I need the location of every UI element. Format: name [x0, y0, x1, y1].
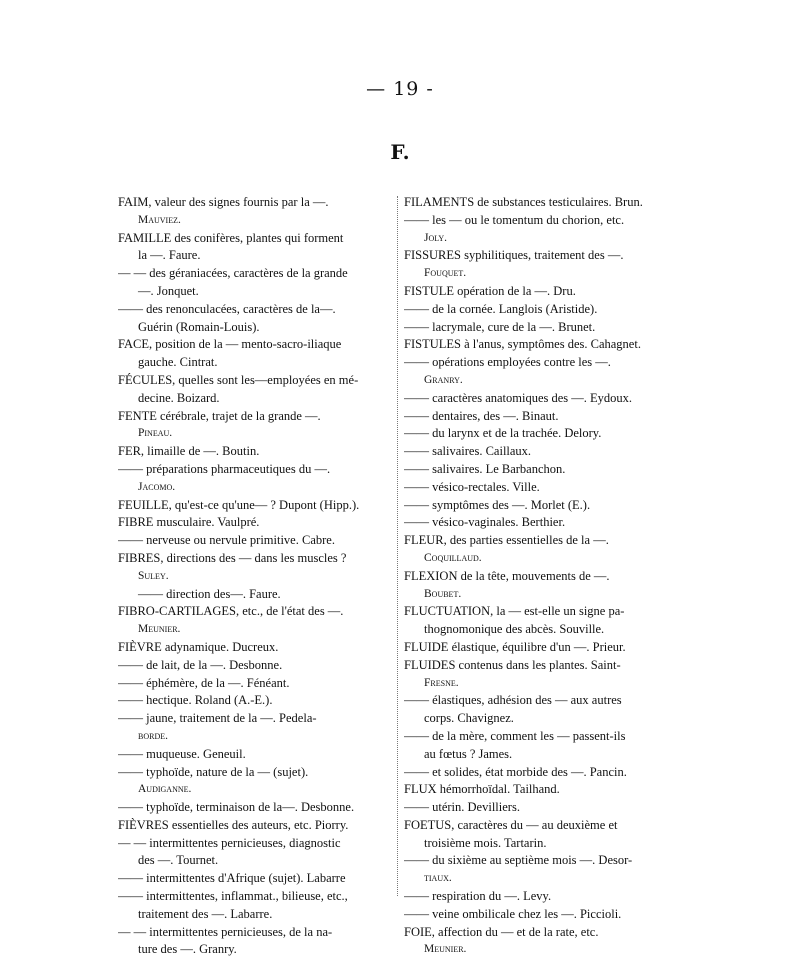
index-entry-line: Audiganne.	[138, 783, 192, 796]
index-entry-line: FOETUS, caractères du — au deuxième et	[404, 817, 618, 832]
index-entry-line: —— du larynx et de la trachée. Delory.	[404, 426, 602, 441]
index-entry-line: —— des renonculacées, caractères de la—.	[118, 301, 336, 316]
index-entry-line: Jacomo.	[138, 480, 176, 493]
index-entry-line: Guérin (Romain-Louis).	[138, 319, 260, 334]
index-entry-line: FIÈVRE adynamique. Ducreux.	[118, 639, 279, 654]
index-entry-line: —— intermittentes, inflammat., bilieuse, etc.,	[118, 889, 348, 904]
index-entry-line: gauche. Cintrat.	[138, 355, 218, 370]
index-entry-line: FOIE, affection du — et de la rate, etc.	[404, 924, 599, 939]
index-entry-line: FACE, position de la — mento-sacro-iliaque	[118, 337, 342, 352]
index-entry-line: —— veine ombilicale chez les —. Piccioli.	[404, 906, 622, 921]
index-entry-line: Granry.	[424, 373, 463, 386]
index-entry-line: Fresne.	[424, 676, 459, 689]
index-entry-line: —— respiration du —. Levy.	[404, 889, 552, 904]
index-entry-line: —— typhoïde, nature de la — (sujet).	[118, 764, 309, 779]
index-entry-line: —— vésico-rectales. Ville.	[404, 479, 540, 494]
index-entry-line: —— salivaires. Le Barbanchon.	[404, 461, 566, 476]
index-entry-line: FLUX hémorrhoïdal. Tailhand.	[404, 782, 560, 797]
index-entry-line: —— de la mère, comment les — passent-ils	[404, 728, 626, 743]
index-entry-line: —— typhoïde, terminaison de la—. Desbonne.	[118, 800, 355, 815]
index-entry-line: —— salivaires. Caillaux.	[404, 444, 532, 459]
index-entry-line: Boubet.	[424, 587, 462, 600]
index-entry-line: thognomonique des abcès. Souville.	[424, 622, 605, 637]
index-entry-line: troisième mois. Tartarin.	[424, 835, 547, 850]
index-entry-line: —— direction des—. Faure.	[138, 586, 281, 601]
index-entry-line: FAMILLE des conifères, plantes qui forment	[118, 230, 344, 245]
index-entry-line: FER, limaille de —. Boutin.	[118, 444, 260, 459]
index-entry-line: —— éphémère, de la —. Fénéant.	[118, 675, 290, 690]
index-entry-line: —. Jonquet.	[138, 283, 199, 298]
index-entry-line: ture des —. Granry.	[138, 942, 237, 957]
column-divider	[397, 196, 398, 896]
index-entry-line: —— élastiques, adhésion des — aux autres	[404, 693, 622, 708]
index-entry-line: FENTE cérébrale, trajet de la grande —.	[118, 408, 321, 423]
index-entry-line: —— vésico-vaginales. Berthier.	[404, 515, 566, 530]
index-entry-line: —— et solides, état morbide des —. Pancin.	[404, 764, 627, 779]
index-entry-line: Mauviez.	[138, 213, 181, 226]
index-entry-line: Fouquet.	[424, 267, 467, 280]
index-entry-line: FISTULE opération de la —. Dru.	[404, 283, 576, 298]
index-entry-line: —— de la cornée. Langlois (Aristide).	[404, 301, 598, 316]
index-entry-line: Meunier.	[138, 623, 181, 636]
index-entry-line: Joly.	[424, 231, 447, 244]
index-entry-line: —— jaune, traitement de la —. Pedela-	[118, 711, 317, 726]
index-entry-line: decine. Boizard.	[138, 390, 220, 405]
index-entry-line: au fœtus ? James.	[424, 746, 513, 761]
index-entry-line: — — intermittentes pernicieuses, de la na-	[118, 924, 333, 939]
index-entry-line: Meunier.	[424, 943, 467, 956]
index-entry-line: FISSURES syphilitiques, traitement des —.	[404, 248, 624, 263]
index-entry-line: FIBRO-CARTILAGES, etc., de l'état des —.	[118, 604, 344, 619]
index-entry-line: tiaux.	[424, 872, 452, 885]
index-entry-line: borde.	[138, 729, 168, 742]
index-entry-line: Coquillaud.	[424, 551, 482, 564]
index-entry-line: —— nerveuse ou nervule primitive. Cabre.	[118, 533, 335, 548]
index-entry-line: des —. Tournet.	[138, 853, 219, 868]
index-entry-line: FLUCTUATION, la — est-elle un signe pa-	[404, 604, 625, 619]
index-entry-line: FISTULES à l'anus, symptômes des. Cahagnet.	[404, 337, 641, 352]
index-entry-line: traitement des —. Labarre.	[138, 906, 273, 921]
index-entry-line: —— préparations pharmaceutiques du —.	[118, 461, 331, 476]
section-letter: F.	[390, 140, 410, 164]
index-entry-line: —— intermittentes d'Afrique (sujet). Labarre	[118, 871, 346, 886]
index-entry-line: FIBRES, directions des — dans les muscles ?	[118, 550, 347, 565]
index-column-right	[404, 194, 686, 959]
index-entry-line: —— les — ou le tomentum du chorion, etc.	[404, 212, 625, 227]
index-entry-line: —— dentaires, des —. Binaut.	[404, 408, 559, 423]
index-entry-line: Pineau.	[138, 427, 173, 440]
index-entry-line: FÉCULES, quelles sont les—employées en mé-	[118, 372, 359, 387]
index-entry-line: FLUIDE élastique, équilibre d'un —. Prieur.	[404, 639, 626, 654]
index-entry-line: —— muqueuse. Geneuil.	[118, 746, 246, 761]
index-entry-line: la —. Faure.	[138, 248, 201, 263]
index-entry-line: FIÈVRES essentielles des auteurs, etc. Piorry.	[118, 817, 349, 832]
index-entry-line: FLUIDES contenus dans les plantes. Saint-	[404, 657, 621, 672]
index-entry-line: — — des géraniacées, caractères de la grande	[118, 266, 348, 281]
index-column-left	[118, 194, 400, 959]
index-entry-line: —— lacrymale, cure de la —. Brunet.	[404, 319, 596, 334]
index-entry-line: FIBRE musculaire. Vaulpré.	[118, 515, 260, 530]
index-entry-line: —— symptômes des —. Morlet (E.).	[404, 497, 591, 512]
index-entry-line: —— opérations employées contre les —.	[404, 355, 611, 370]
index-entry-line: Suley.	[138, 569, 169, 582]
index-entry-line: —— du sixième au septième mois —. Desor-	[404, 853, 633, 868]
index-entry-line: FAIM, valeur des signes fournis par la —.	[118, 195, 329, 209]
index-entry-line: FEUILLE, qu'est-ce qu'une— ? Dupont (Hipp.).	[118, 497, 360, 512]
index-entry-line: —— de lait, de la —. Desbonne.	[118, 657, 283, 672]
index-entry-line: —— hectique. Roland (A.-E.).	[118, 693, 273, 708]
index-entry-line: corps. Chavignez.	[424, 711, 514, 726]
index-entry-line: FLEXION de la tête, mouvements de —.	[404, 568, 610, 583]
index-entry-line: —— caractères anatomiques des —. Eydoux.	[404, 390, 633, 405]
index-entry-line: —— utérin. Devilliers.	[404, 800, 520, 815]
index-entry-line: FILAMENTS de substances testiculaires. Brun.	[404, 195, 643, 209]
index-entry-line: FLEUR, des parties essentielles de la —.	[404, 533, 609, 548]
page-number: — 19 -	[366, 78, 434, 100]
index-entry-line: — — intermittentes pernicieuses, diagnostic	[118, 835, 341, 850]
